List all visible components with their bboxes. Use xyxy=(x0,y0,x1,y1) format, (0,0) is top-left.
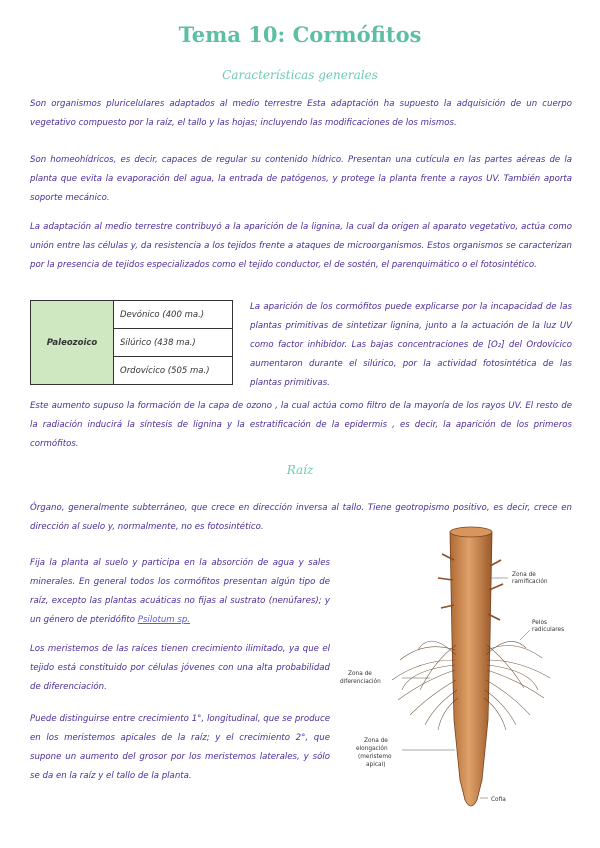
paragraph-root-definition: Órgano, generalmente subterráneo, que crece en dirección inversa al tallo. Tiene geotropismo positivo, es decir, crece en dirección al suelo y, normalmente, no es fotosintético. xyxy=(30,503,572,532)
label-differentiation-2: diferenciación xyxy=(340,679,381,685)
page-title: Tema 10: Cormófitos xyxy=(178,22,422,47)
label-branching-1: Zona de xyxy=(512,572,536,578)
paragraph-origin: La aparición de los cormófitos puede explicarse por la incapacidad de las plantas primitivas de sintetizar lignina, junto a la actuación de la luz UV como factor inhibidor. Las bajas concentraciones de [O₂] del Ordovícico aumentaron durante el silúrico, por la actividad fotosintética de las plantas primitivas. xyxy=(250,302,572,388)
era-table xyxy=(30,300,233,385)
label-branching-2: ramificación xyxy=(512,579,548,585)
period-devonian: Devónico (400 ma.) xyxy=(114,301,233,329)
paragraph-lignin: La adaptación al medio terrestre contribuyó a la aparición de la lignina, la cual da origen al aparato vegetativo, actúa como unión entre las células y, da resistencia a los tejidos frente a ataques de microorganismos. Estos organismos se caracterizan por la presencia de tejidos especializados como el tejido conductor, el de sostén, el parenquimático o el fotosintético. xyxy=(30,222,572,270)
label-elongation-2: elongación xyxy=(356,746,388,752)
era-name: Paleozoico xyxy=(31,301,114,385)
label-elongation-1: Zona de xyxy=(364,738,388,744)
period-ordovician: Ordovícico (505 ma.) xyxy=(114,357,233,385)
root-anatomy-figure xyxy=(330,520,575,820)
label-elongation-3: (meristemo xyxy=(358,754,392,760)
label-hairs-2: radiculares xyxy=(532,627,565,633)
label-cap: Cofia xyxy=(491,797,506,803)
psilotum-link[interactable]: Psilotum sp. xyxy=(137,615,191,625)
label-differentiation-1: Zona de xyxy=(348,671,372,677)
root-body xyxy=(450,532,492,806)
paragraph-homeohydric: Son homeohídricos, es decir, capaces de regular su contenido hídrico. Presentan una cutícula en las partes aéreas de la planta que evita la evaporación del agua, la entrada de patógenos, y protege la planta frente a rayos UV. También aporta soporte mecánico. xyxy=(30,155,572,203)
paragraph-ozone: Este aumento supuso la formación de la capa de ozono , la cual actúa como filtro de la mayoría de los rayos UV. El resto de la radiación inducirá la síntesis de lignina y la estratificación de la epidermis , es decir, la aparición de los primeros cormófitos. xyxy=(30,401,572,449)
section-heading-general: Características generales xyxy=(222,68,378,82)
section-heading-root: Raíz xyxy=(286,463,314,477)
paragraph-growth: Puede distinguirse entre crecimiento 1°, longitudinal, que se produce en los meristemos apicales de la raíz; y el crecimiento 2°, que supone un aumento del grosor por los meristemos laterales, y sólo se da en la raíz y el tallo de la planta. xyxy=(30,714,330,781)
paragraph-meristems: Los meristemos de las raíces tienen crecimiento ilimitado, ya que el tejido está constituido por células jóvenes con una alta probabilidad de diferenciación. xyxy=(30,644,330,692)
label-elongation-4: apical) xyxy=(366,762,386,768)
paragraph-root-function xyxy=(30,554,330,630)
root-top xyxy=(450,527,492,537)
period-silurian: Silúrico (438 ma.) xyxy=(114,329,233,357)
root-function-text: Fija la planta al suelo y participa en la absorción de agua y sales minerales. En general todos los cormófitos presentan algún tipo de raíz, excepto las plantas acuáticas no fijas al sustrato (nenúfares); y un género de pteridófito xyxy=(30,558,330,625)
label-hairs-1: Pelos xyxy=(532,620,548,626)
paragraph-adaptation: Son organismos pluricelulares adaptados al medio terrestre Esta adaptación ha supuesto la adquisición de un cuerpo vegetativo compuesto por la raíz, el tallo y las hojas; incluyendo las modificaciones de los mismos. xyxy=(30,99,572,128)
